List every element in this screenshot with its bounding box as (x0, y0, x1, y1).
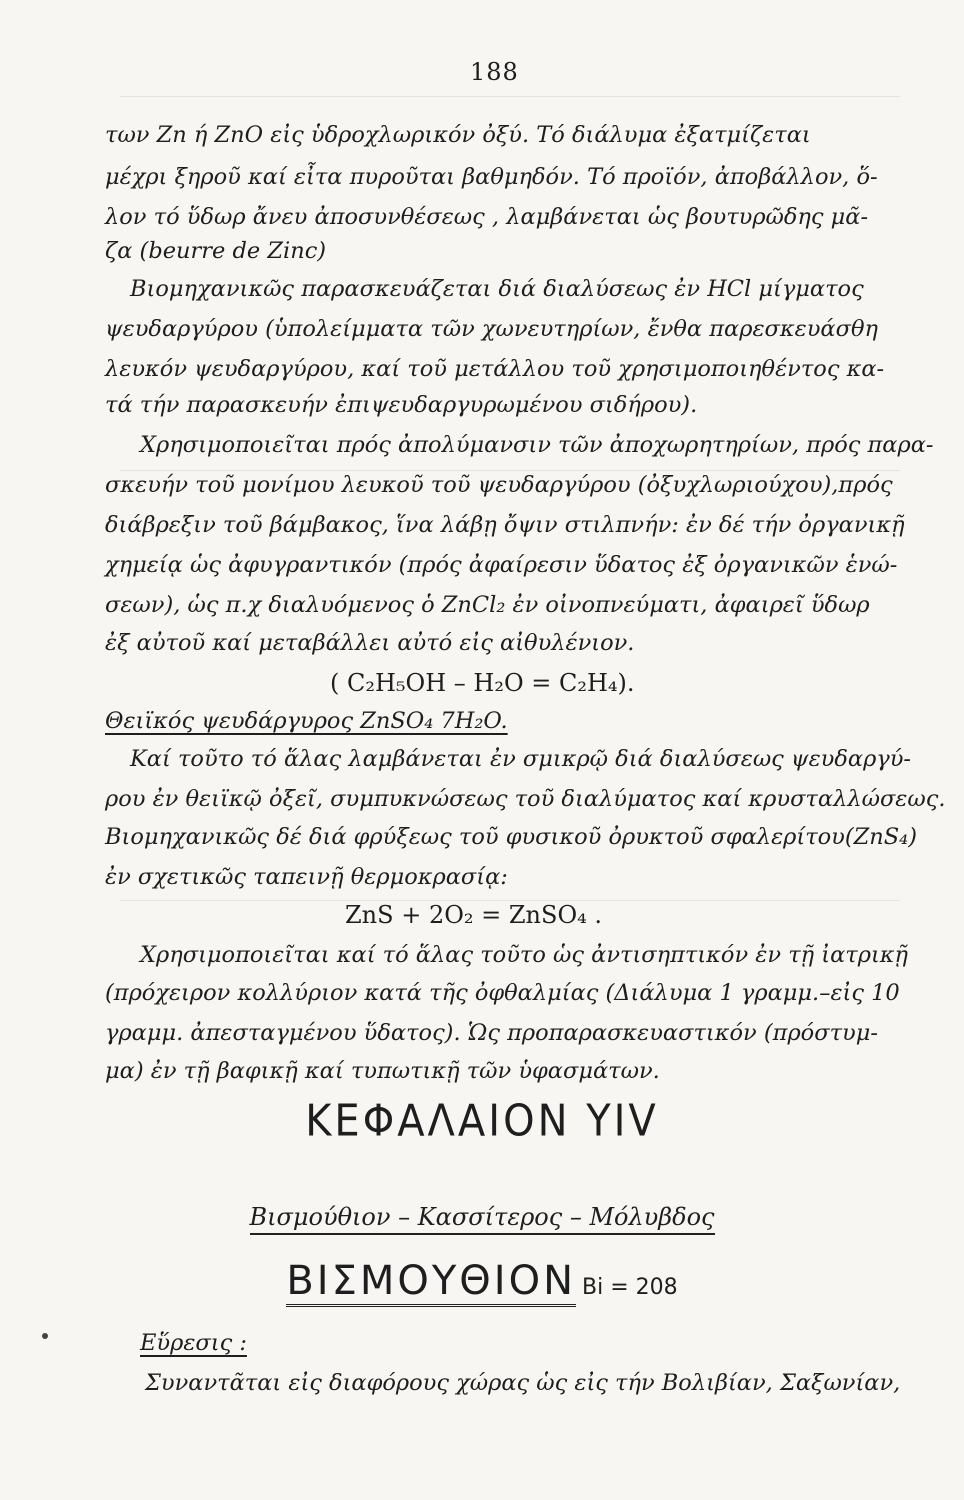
bleed-through-line (120, 96, 900, 97)
chemical-equation: ΖnS + 2O₂ = ZnSO₄ . (345, 901, 603, 929)
text-line: Καί τοῦτο τό ἅλας λαμβάνεται ἐν σμικρῷ διά διαλύσεως ψευδαργύ- (130, 746, 912, 772)
text-line: τά τήν παρασκευήν ἐπιψευδαργυρωμένου σιδήρου). (105, 392, 698, 418)
text-line: των Ζn ή ΖnΟ εἰς ὑδροχλωρικόν ὀξύ. Τό διάλυμα ἐξατμίζεται (105, 122, 811, 148)
chemical-equation: ( C₂H₅OH – H₂O = C₂H₄). (330, 669, 635, 697)
text-line: Βιομηχανικῶς παρασκευάζεται διά διαλύσεως ἐν HCl μίγματος (130, 276, 864, 302)
chapter-subtitle (0, 1203, 964, 1231)
text-line: σκευήν τοῦ μονίμου λευκοῦ τοῦ ψευδαργύρου (ὀξυχλωριούχου),πρός (105, 472, 893, 498)
text-line: διάβρεξιν τοῦ βάμβακος, ἵνα λάβῃ ὄψιν στιλπνήν: ἐν δέ τήν ὀργανικῇ (105, 512, 905, 538)
element-title (0, 1258, 964, 1304)
text-line: ζα (beurre de Zinc) (105, 238, 327, 264)
text-line: χημείᾳ ὡς ἀφυγραντικόν (πρός ἀφαίρεσιν ὕδατος ἐξ ὀργανικῶν ἑνώ- (105, 552, 898, 578)
text-line: ἐξ αὐτοῦ καί μεταβάλλει αὐτό εἰς αἰθυλένιον. (105, 630, 635, 656)
text-line: ἐν σχετικῶς ταπεινῇ θερμοκρασίᾳ: (105, 864, 508, 890)
text-line: μα) ἐν τῇ βαφικῇ καί τυπωτικῇ τῶν ὑφασμάτων. (105, 1058, 660, 1084)
text-line: μέχρι ξηροῦ καί εἶτα πυροῦται βαθμηδόν. Τό προϊόν, ἀποβάλλον, ὅ- (105, 164, 878, 190)
atomic-weight: Bi = 208 (582, 1275, 678, 1300)
text-line: (πρόχειρον κολλύριον κατά τῆς ὀφθαλμίας (Διάλυμα 1 γραμμ.–εἰς 10 (105, 980, 900, 1006)
text-line: σεων), ὡς π.χ διαλυόμενος ὁ ΖnCl₂ ἐν οἰνοπνεύματι, ἀφαιρεῖ ὕδωρ (105, 592, 870, 618)
text-line: γραμμ. ἀπεσταγμένου ὕδατος). Ὡς προπαρασκευαστικόν (πρόστυμ- (105, 1020, 878, 1046)
text-line: ρου ἐν θειϊκῷ ὀξεῖ, συμπυκνώσεως τοῦ διαλύματος καί κρυσταλλώσεως. (105, 786, 946, 812)
text-line: Βιομηχανικῶς δέ διά φρύξεως τοῦ φυσικοῦ ὀρυκτοῦ σφαλερίτου(ΖnS₄) (105, 824, 917, 850)
occurrence-heading: Εὕρεσις : (140, 1330, 247, 1356)
text-line: ψευδαργύρου (ὑπολείμματα τῶν χωνευτηρίων, ἔνθα παρεσκευάσθη (105, 316, 878, 342)
text-line: λον τό ὕδωρ ἄνευ ἀποσυνθέσεως , λαμβάνεται ὡς βουτυρῶδης μᾶ- (105, 204, 869, 230)
chapter-title: ΚΕΦΑΛΑΙΟΝ ΥΙV (305, 1095, 659, 1147)
text-line: Χρησιμοποιεῖται καί τό ἅλας τοῦτο ὡς ἀντισηπτικόν ἐν τῇ ἰατρικῇ (140, 942, 909, 968)
text-line: Συναντᾶται εἰς διαφόρους χώρας ὡς εἰς τήν Βολιβίαν, Σαξωνίαν, (145, 1370, 901, 1396)
chapter-subtitle-text: Βισμούθιον – Κασσίτερος – Μόλυβδος (250, 1203, 715, 1235)
section-heading: Θειϊκός ψευδάργυρος ΖnSO₄ 7H₂O. (105, 708, 508, 734)
element-name: ΒΙΣΜΟΥΘΙΟΝ (286, 1258, 576, 1307)
text-line: λευκόν ψευδαργύρου, καί τοῦ μετάλλου τοῦ χρησιμοποιηθέντος κα- (105, 356, 885, 382)
margin-mark (42, 1333, 48, 1339)
page-number: 188 (470, 58, 519, 86)
text-line: Χρησιμοποιεῖται πρός ἀπολύμανσιν τῶν ἀποχωρητηρίων, πρός παρα- (140, 432, 934, 458)
